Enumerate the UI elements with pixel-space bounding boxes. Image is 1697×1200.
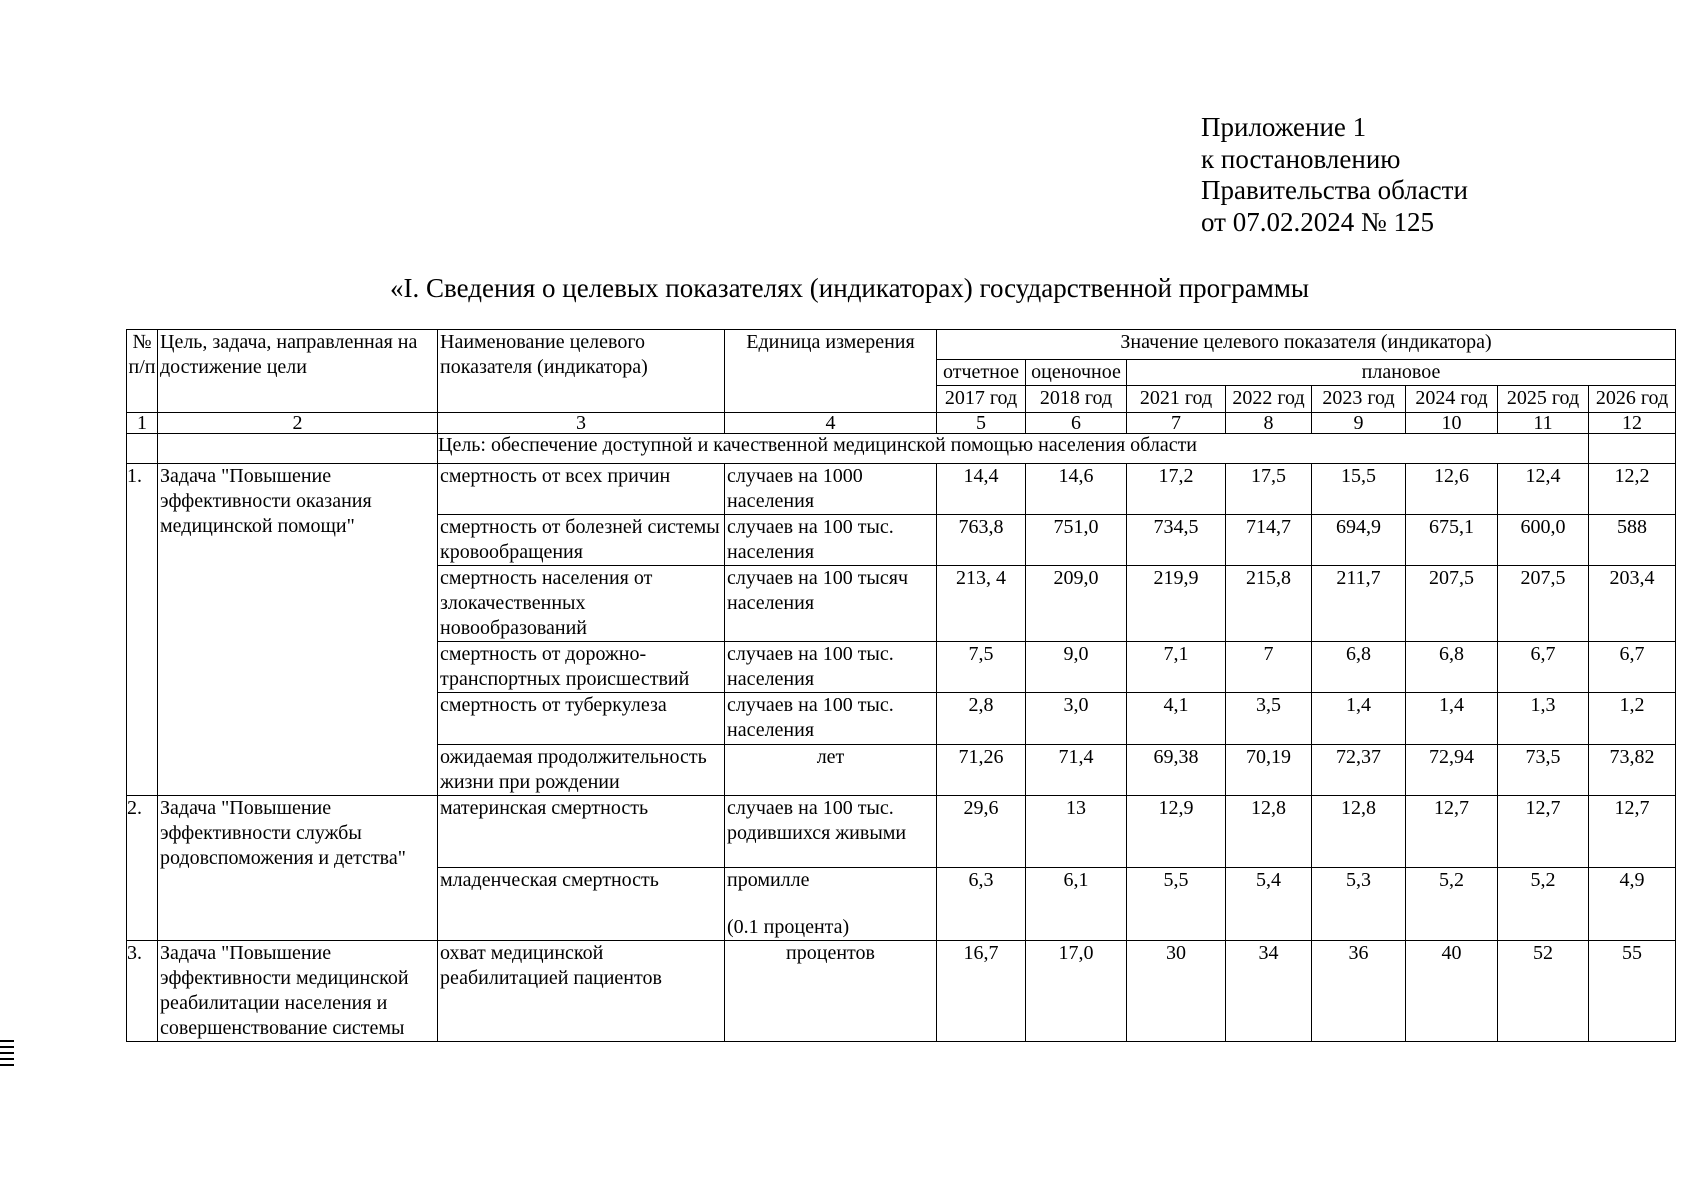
indicator-value: 2,8 <box>937 693 1026 745</box>
header-num <box>127 330 158 413</box>
task-name: Задача "Повышение эффективности медицинской реабилитации населения и совершенствование системы <box>158 941 438 1042</box>
column-number: 9 <box>1312 413 1406 434</box>
annex-line-2: к постановлению <box>1201 143 1401 174</box>
header-unit-text: Единица измерения <box>746 331 915 353</box>
annex-line-3: Правительства области <box>1201 175 1468 205</box>
indicator-name: смертность от туберкулеза <box>438 693 725 745</box>
indicator-value: 17,5 <box>1226 464 1312 515</box>
goal-row-num-cell <box>127 434 158 464</box>
indicator-value: 12,2 <box>1589 464 1676 515</box>
indicators-table <box>126 329 1676 1042</box>
indicator-value: 72,94 <box>1406 745 1498 796</box>
indicator-name: смертность от болезней системы кровообращения <box>438 515 725 566</box>
header-indicator <box>438 330 725 413</box>
goal-row-end-cell <box>1589 434 1676 464</box>
indicator-value: 6,7 <box>1498 642 1589 693</box>
indicator-value: 73,82 <box>1589 745 1676 796</box>
indicator-value: 675,1 <box>1406 515 1498 566</box>
task-number: 1. <box>127 464 158 796</box>
indicator-value: 6,7 <box>1589 642 1676 693</box>
indicator-value: 751,0 <box>1026 515 1127 566</box>
indicator-value: 5,3 <box>1312 868 1406 941</box>
indicator-name: ожидаемая продолжительность жизни при рождении <box>438 745 725 796</box>
indicator-value: 3,5 <box>1226 693 1312 745</box>
indicator-value: 207,5 <box>1498 566 1589 642</box>
indicator-value: 6,8 <box>1312 642 1406 693</box>
header-year: 2018 год <box>1026 386 1127 413</box>
annex-line-1: Приложение 1 <box>1201 112 1367 142</box>
unit <box>725 693 937 745</box>
indicator-value: 1,2 <box>1589 693 1676 745</box>
header-year: 2021 год <box>1127 386 1226 413</box>
indicator-value: 694,9 <box>1312 515 1406 566</box>
unit-note: (0.1 процента) <box>727 916 850 938</box>
indicator-value: 4,1 <box>1127 693 1226 745</box>
unit-text: промилле <box>727 869 810 891</box>
indicator-value: 12,7 <box>1498 796 1589 868</box>
indicator-value: 12,8 <box>1226 796 1312 868</box>
indicator-value: 588 <box>1589 515 1676 566</box>
header-year: 2023 год <box>1312 386 1406 413</box>
goal-row-text: Цель: обеспечение доступной и качественной медицинской помощью населения области <box>438 434 1198 456</box>
header-year: 2024 год <box>1406 386 1498 413</box>
indicator-value: 734,5 <box>1127 515 1226 566</box>
indicator-value: 29,6 <box>937 796 1026 868</box>
indicator-value: 17,2 <box>1127 464 1226 515</box>
indicator-value: 7,1 <box>1127 642 1226 693</box>
indicator-value: 3,0 <box>1026 693 1127 745</box>
header-year: 2017 год <box>937 386 1026 413</box>
unit-text: лет <box>816 746 845 768</box>
header-year: 2025 год <box>1498 386 1589 413</box>
header-estimated: оценочное <box>1026 360 1127 386</box>
indicator-value: 5,5 <box>1127 868 1226 941</box>
indicator-value: 13 <box>1026 796 1127 868</box>
unit-text: процентов <box>786 942 875 964</box>
indicator-value: 7 <box>1226 642 1312 693</box>
scan-artifact <box>0 1040 14 1070</box>
indicator-value: 14,6 <box>1026 464 1127 515</box>
indicator-value: 1,4 <box>1312 693 1406 745</box>
indicator-value: 70,19 <box>1226 745 1312 796</box>
indicator-value: 213, 4 <box>937 566 1026 642</box>
indicator-value: 6,3 <box>937 868 1026 941</box>
indicator-name: младенческая смертность <box>438 868 725 941</box>
indicator-value: 12,9 <box>1127 796 1226 868</box>
task-number: 2. <box>127 796 158 941</box>
indicator-value: 714,7 <box>1226 515 1312 566</box>
indicator-value: 72,37 <box>1312 745 1406 796</box>
annex-note <box>1201 112 1468 238</box>
header-planned: плановое <box>1127 360 1676 386</box>
indicator-value: 40 <box>1406 941 1498 1042</box>
indicator-name: материнская смертность <box>438 796 725 868</box>
table-row <box>127 464 1676 515</box>
indicator-value: 1,4 <box>1406 693 1498 745</box>
column-number: 7 <box>1127 413 1226 434</box>
column-number: 1 <box>127 413 158 434</box>
unit-text: случаев на 100 тыс. населения <box>727 516 894 563</box>
unit <box>725 642 937 693</box>
column-number: 4 <box>725 413 937 434</box>
indicator-value: 12,7 <box>1406 796 1498 868</box>
indicator-value: 219,9 <box>1127 566 1226 642</box>
indicator-name: смертность населения от злокачественных новообразований <box>438 566 725 642</box>
indicator-value: 34 <box>1226 941 1312 1042</box>
indicator-value: 9,0 <box>1026 642 1127 693</box>
unit-text: случаев на 1000 населения <box>727 465 863 512</box>
header-value <box>937 330 1676 360</box>
indicator-value: 215,8 <box>1226 566 1312 642</box>
column-number: 11 <box>1498 413 1589 434</box>
indicator-value: 6,1 <box>1026 868 1127 941</box>
indicator-value: 73,5 <box>1498 745 1589 796</box>
unit <box>725 515 937 566</box>
indicator-value: 12,6 <box>1406 464 1498 515</box>
indicator-value: 1,3 <box>1498 693 1589 745</box>
table-row <box>127 796 1676 868</box>
header-year: 2022 год <box>1226 386 1312 413</box>
unit <box>725 941 937 1042</box>
indicator-value: 209,0 <box>1026 566 1127 642</box>
indicator-value: 52 <box>1498 941 1589 1042</box>
indicator-name: смертность от дорожно-транспортных происшествий <box>438 642 725 693</box>
column-number: 2 <box>158 413 438 434</box>
goal-row <box>438 434 1589 464</box>
indicator-value: 12,8 <box>1312 796 1406 868</box>
column-number: 10 <box>1406 413 1498 434</box>
table-row <box>127 941 1676 1042</box>
header-year: 2026 год <box>1589 386 1676 413</box>
indicator-value: 71,4 <box>1026 745 1127 796</box>
indicator-value: 17,0 <box>1026 941 1127 1042</box>
indicator-value: 763,8 <box>937 515 1026 566</box>
unit-text: случаев на 100 тыс. населения <box>727 694 894 741</box>
unit <box>725 464 937 515</box>
unit <box>725 868 937 941</box>
task-number: 3. <box>127 941 158 1042</box>
indicator-name: смертность от всех причин <box>438 464 725 515</box>
header-unit <box>725 330 937 413</box>
indicator-value: 203,4 <box>1589 566 1676 642</box>
document-title: «I. Сведения о целевых показателях (индикаторах) государственной программы <box>390 273 1310 303</box>
unit-text: случаев на 100 тысяч населения <box>727 567 909 614</box>
unit <box>725 566 937 642</box>
indicator-value: 207,5 <box>1406 566 1498 642</box>
header-goal <box>158 330 438 413</box>
indicator-value: 211,7 <box>1312 566 1406 642</box>
task-name: Задача "Повышение эффективности службы родовспоможения и детства" <box>158 796 438 941</box>
column-number: 12 <box>1589 413 1676 434</box>
indicator-value: 69,38 <box>1127 745 1226 796</box>
header-goal-text: Цель, задача, направленная на достижение цели <box>160 331 418 378</box>
indicator-value: 4,9 <box>1589 868 1676 941</box>
annex-line-4: от 07.02.2024 № 125 <box>1201 206 1434 237</box>
indicator-value: 71,26 <box>937 745 1026 796</box>
unit-text: случаев на 100 тыс. населения <box>727 643 894 690</box>
indicator-value: 5,4 <box>1226 868 1312 941</box>
indicator-value: 5,2 <box>1498 868 1589 941</box>
column-number: 5 <box>937 413 1026 434</box>
indicator-value: 600,0 <box>1498 515 1589 566</box>
column-number: 8 <box>1226 413 1312 434</box>
indicator-name: охват медицинской реабилитацией пациентов <box>438 941 725 1042</box>
column-number: 6 <box>1026 413 1127 434</box>
header-value-text: Значение целевого показателя (индикатора) <box>1120 331 1492 353</box>
unit-text: случаев на 100 тыс. родившихся живыми <box>727 797 907 844</box>
indicator-value: 7,5 <box>937 642 1026 693</box>
indicator-value: 12,7 <box>1589 796 1676 868</box>
indicator-value: 55 <box>1589 941 1676 1042</box>
indicator-value: 14,4 <box>937 464 1026 515</box>
unit <box>725 745 937 796</box>
indicator-value: 12,4 <box>1498 464 1589 515</box>
indicator-value: 15,5 <box>1312 464 1406 515</box>
task-name: Задача "Повышение эффективности оказания медицинской помощи" <box>158 464 438 796</box>
header-indicator-text: Наименование целевого показателя (индикатора) <box>440 331 648 378</box>
column-number: 3 <box>438 413 725 434</box>
indicator-value: 36 <box>1312 941 1406 1042</box>
indicator-value: 16,7 <box>937 941 1026 1042</box>
indicator-value: 6,8 <box>1406 642 1498 693</box>
unit <box>725 796 937 868</box>
header-num-text: № п/п <box>128 331 156 378</box>
indicator-value: 30 <box>1127 941 1226 1042</box>
goal-row-goal-cell <box>158 434 438 464</box>
indicator-value: 5,2 <box>1406 868 1498 941</box>
header-reported: отчетное <box>937 360 1026 386</box>
